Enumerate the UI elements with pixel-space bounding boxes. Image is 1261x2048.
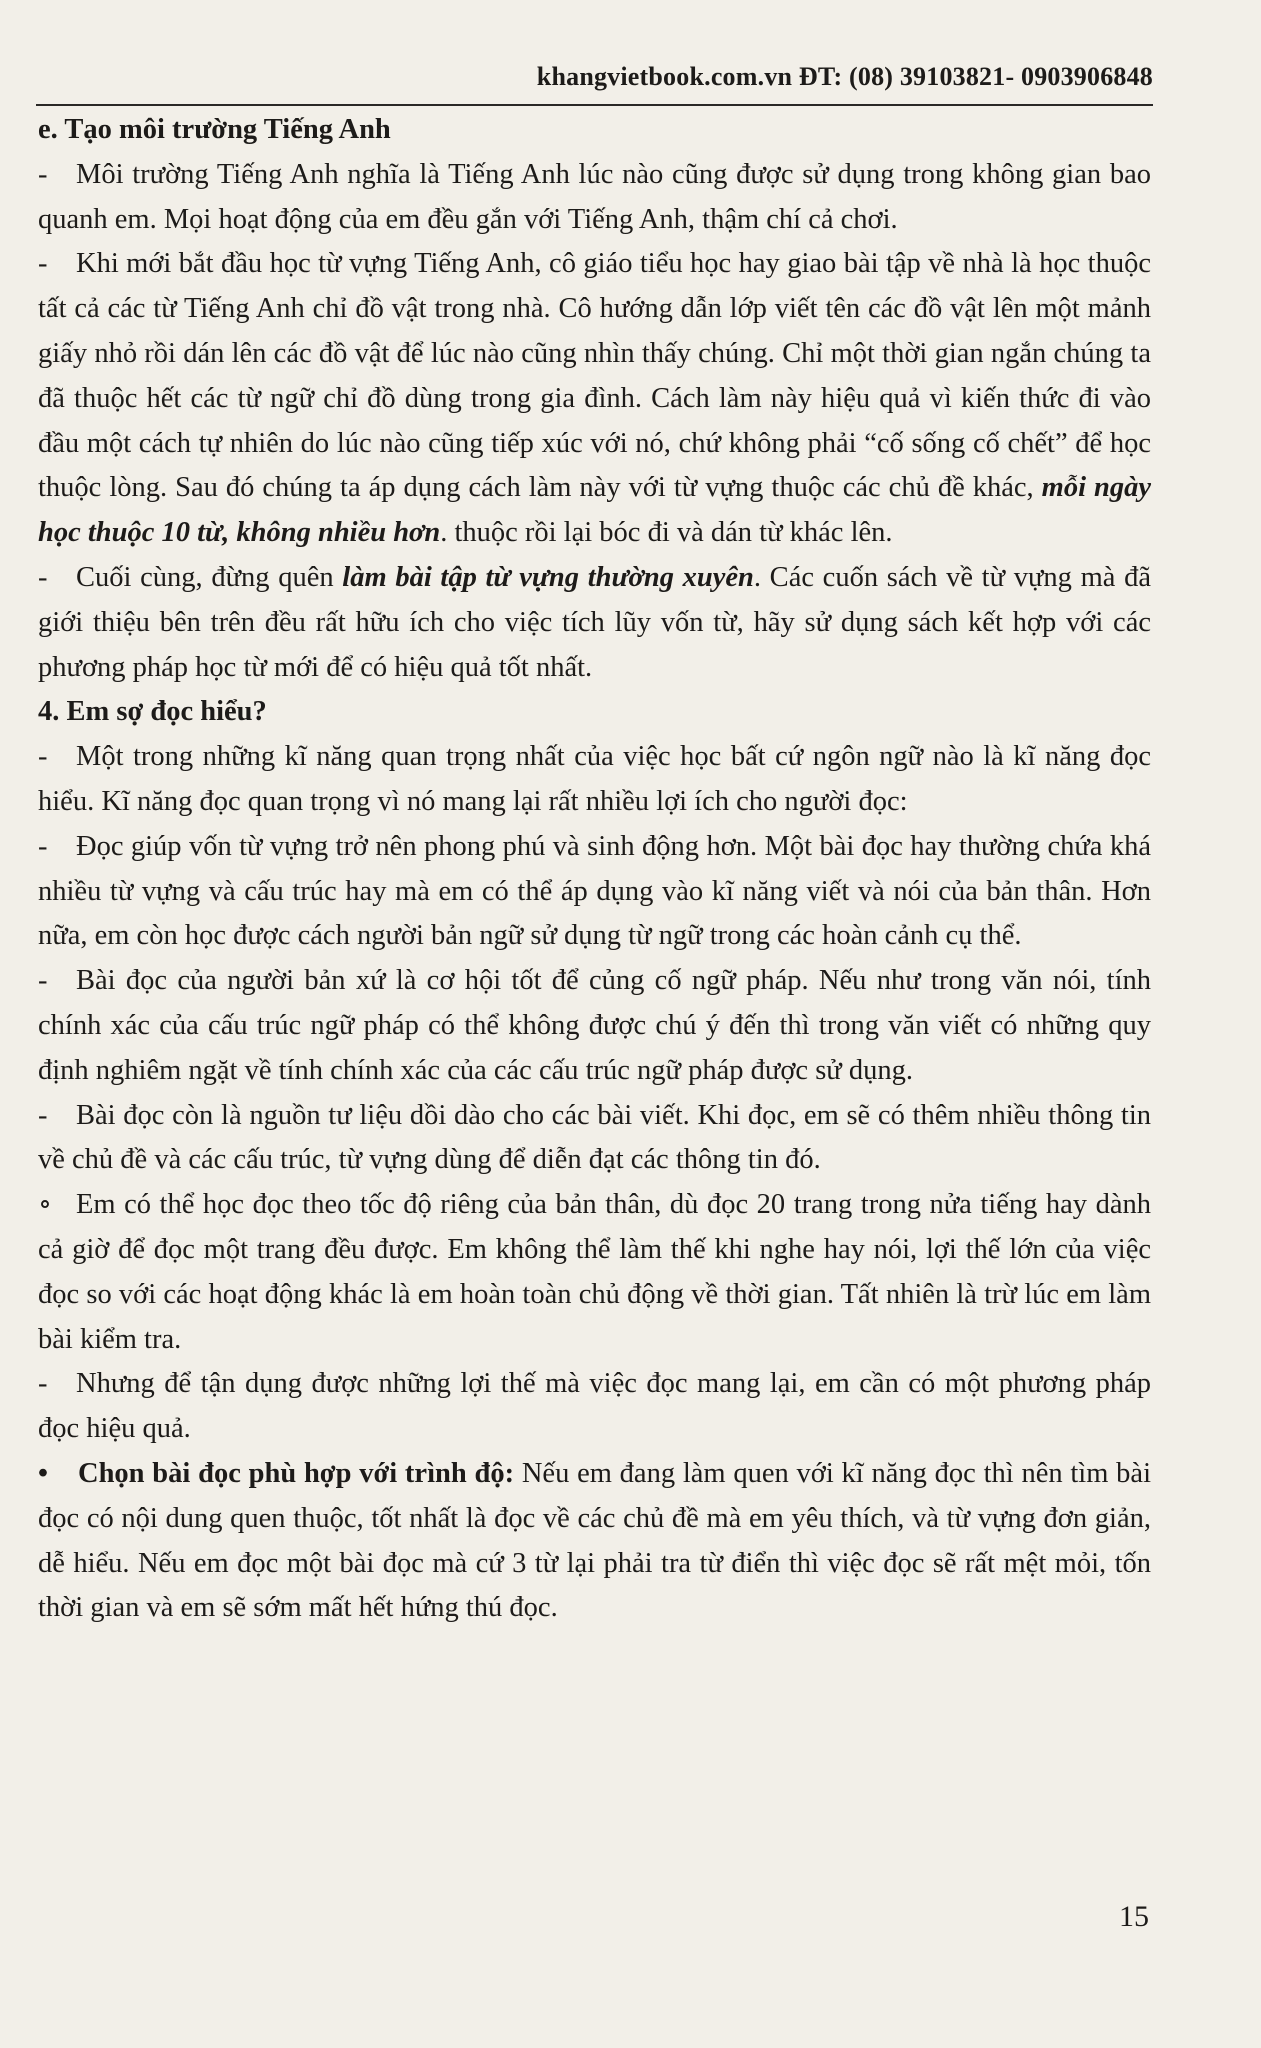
paragraph-text: Môi trường Tiếng Anh nghĩa là Tiếng Anh lúc nào cũng được sử dụng trong không gian bao quanh em. Mọi hoạt động của em đều gắn với Tiếng Anh, thậm chí cả chơi. [38, 158, 1151, 235]
paragraph [38, 556, 1151, 690]
dash-marker: - [38, 1368, 48, 1400]
dash-marker: - [38, 830, 48, 862]
paragraph-text: Nhưng để tận dụng được những lợi thế mà việc đọc mang lại, em cần có một phương pháp đọc hiệu quả. [38, 1368, 1151, 1445]
paragraph-text: . Các cuốn sách về từ vựng mà đã giới thiệu bên trên đều rất hữu ích cho việc tích lũy vốn từ, hãy sử dụng sách kết hợp với các phương pháp học từ mới để có hiệu quả tốt nhất. [38, 561, 1151, 683]
section-4-title: 4. Em sợ đọc hiểu? [38, 696, 267, 728]
page-content [38, 108, 1151, 1631]
bullet-marker: • [38, 1457, 48, 1489]
paragraph-text: Nếu em đang làm quen với kĩ năng đọc thì nên tìm bài đọc có nội dung quen thuộc, tốt nhất là đọc về các chủ đề mà em yêu thích, và từ vựng đơn giản, dễ hiểu. Nếu em đọc một bài đọc mà cứ 3 từ lại phải tra từ điển thì việc đọc sẽ rất mệt mỏi, tốn thời gian và em sẽ sớm mất hết hứng thú đọc. [38, 1457, 1151, 1624]
paragraph [38, 735, 1151, 825]
paragraph-text: Đọc giúp vốn từ vựng trở nên phong phú và sinh động hơn. Một bài đọc hay thường chứa khá nhiều từ vựng và cấu trúc hay mà em có thể áp dụng vào kĩ năng viết và nói của bản thân. Hơn nữa, em còn học được cách người bản ngữ sử dụng từ ngữ trong các hoàn cảnh cụ thể. [38, 830, 1151, 952]
paragraph [38, 1362, 1151, 1452]
paragraph [38, 959, 1151, 1093]
paragraph-text: Khi mới bắt đầu học từ vựng Tiếng Anh, cô giáo tiểu học hay giao bài tập về nhà là học thuộc tất cả các từ Tiếng Anh chỉ đồ vật trong nhà. Cô hướng dẫn lớp viết tên các đồ vật lên một mảnh giấy nhỏ rồi dán lên các đồ vật để lúc nào cũng nhìn thấy chúng. Chỉ một thời gian ngắn chúng ta đã thuộc hết các từ ngữ chỉ đồ dùng trong gia đình. Cách làm này hiệu quả vì kiến thức đi vào đầu một cách tự nhiên do lúc nào cũng tiếp xúc với nó, chứ không phải “cố sống cố chết” để học thuộc lòng. Sau đó chúng ta áp dụng cách làm này với từ vựng thuộc các chủ đề khác, [38, 248, 1151, 504]
paragraph-text: Một trong những kĩ năng quan trọng nhất của việc học bất cứ ngôn ngữ nào là kĩ năng đọc hiểu. Kĩ năng đọc quan trọng vì nó mang lại rất nhiều lợi ích cho người đọc: [38, 741, 1151, 817]
page-header: khangvietbook.com.vn ĐT: (08) 39103821- 0903906848 [536, 62, 1153, 91]
paragraph [38, 1183, 1151, 1362]
dash-marker: - [38, 561, 48, 593]
paragraph-text: . thuộc rồi lại bóc đi và dán từ khác lên. [440, 517, 893, 549]
paragraph [38, 153, 1151, 243]
emphasis-text: làm bài tập từ vựng thường xuyên [342, 561, 754, 593]
header-divider [36, 104, 1153, 106]
dash-marker: - [38, 965, 48, 997]
paragraph [38, 825, 1151, 959]
paragraph-text: Bài đọc còn là nguồn tư liệu dồi dào cho các bài viết. Khi đọc, em sẽ có thêm nhiều thông tin về chủ đề và các cấu trúc, từ vựng dùng để diễn đạt các thông tin đó. [38, 1099, 1151, 1176]
dash-marker: - [38, 1099, 48, 1131]
paragraph [38, 242, 1151, 556]
dash-marker: - [38, 158, 48, 190]
small-bullet-marker: ∘ [38, 1189, 52, 1221]
bullet-paragraph [38, 1452, 1151, 1631]
paragraph-text: Em có thể học đọc theo tốc độ riêng của bản thân, dù đọc 20 trang trong nửa tiếng hay dành cả giờ để đọc một trang đều được. Em không thể làm thế khi nghe hay nói, lợi thế lớn của việc đọc so với các hoạt động khác là em hoàn toàn chủ động về thời gian. Tất nhiên là trừ lúc em làm bài kiểm tra. [38, 1189, 1151, 1355]
paragraph-text: Cuối cùng, đừng quên [76, 561, 334, 593]
dash-marker: - [38, 248, 48, 280]
paragraph-text: Bài đọc của người bản xứ là cơ hội tốt để củng cố ngữ pháp. Nếu như trong văn nói, tính chính xác của cấu trúc ngữ pháp có thể không được chú ý đến thì trong văn viết có những quy định nghiêm ngặt về tính chính xác của các cấu trúc ngữ pháp được sử dụng. [38, 965, 1151, 1086]
page-number: 15 [1119, 1900, 1149, 1933]
bullet-lead: Chọn bài đọc phù hợp với trình độ: [78, 1457, 515, 1489]
paragraph [38, 1094, 1151, 1184]
section-e-title: e. Tạo môi trường Tiếng Anh [38, 114, 391, 145]
emphasis-text: mỗi ngày học thuộc 10 từ, không nhiều hơn [38, 472, 1152, 549]
dash-marker: - [38, 741, 48, 773]
